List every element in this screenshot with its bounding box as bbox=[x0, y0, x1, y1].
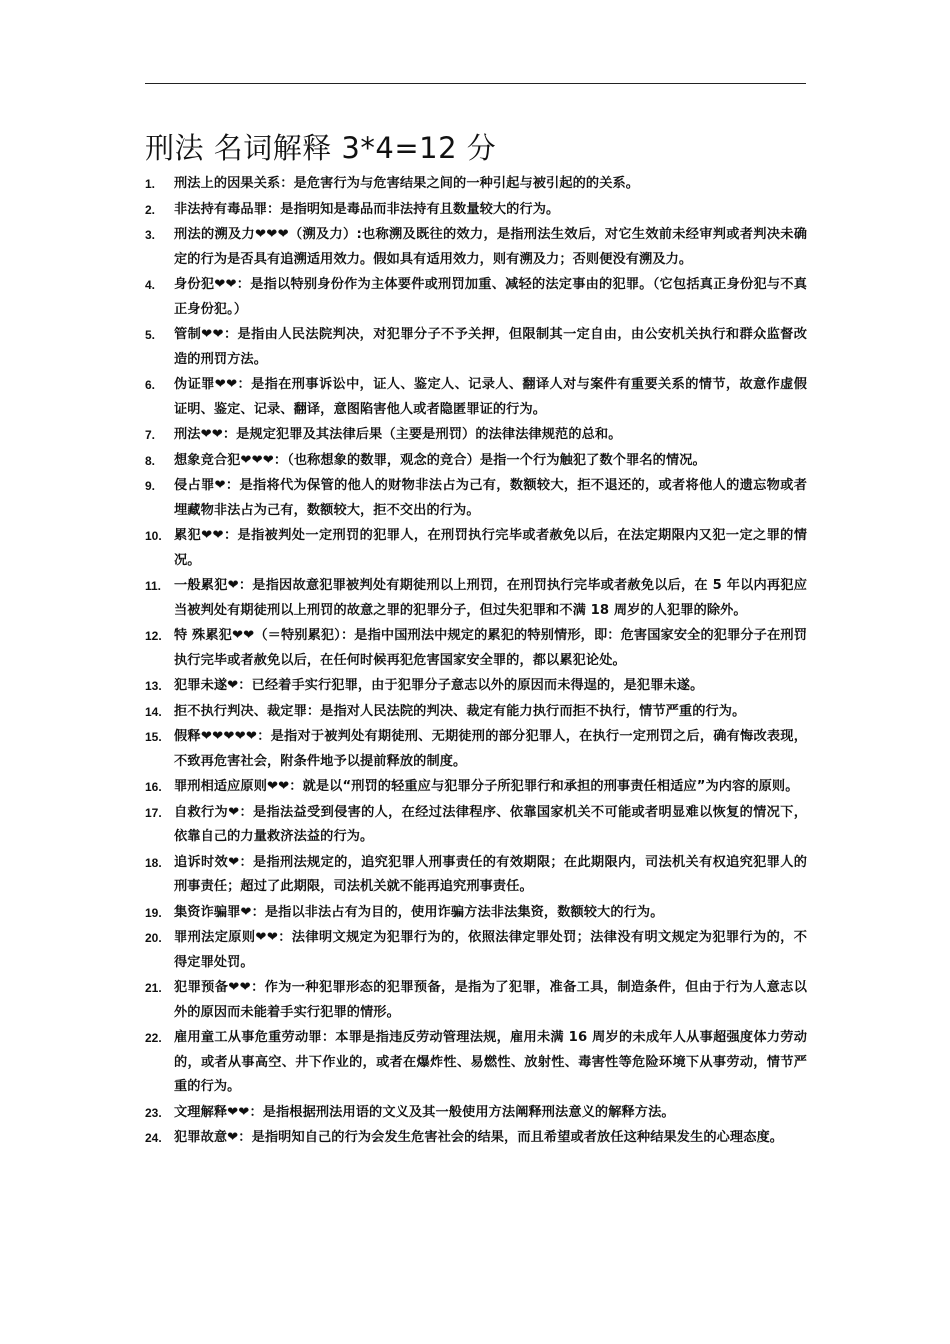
term-number: 12. bbox=[145, 629, 162, 643]
term-number: 20. bbox=[145, 931, 162, 945]
term-number: 19. bbox=[145, 905, 162, 920]
term-number: 23. bbox=[145, 1105, 162, 1120]
term-item bbox=[145, 1126, 807, 1151]
page-title: 刑法 名词解释 3*4=12 分 bbox=[145, 131, 497, 165]
term-definition: 集资诈骗罪❤：是指以非法占有为目的，使用诈骗方法非法集资，数额较大的行为。 bbox=[174, 904, 664, 920]
term-definition: 累犯❤❤：是指被判处一定刑罚的犯罪人，在刑罚执行完毕或者赦免以后，在法定期限内又犯一定之罪的情况。 bbox=[174, 528, 807, 568]
term-number: 13. bbox=[145, 679, 162, 693]
term-definition: 一般累犯❤：是指因故意犯罪被判处有期徒刑以上刑罚，在刑罚执行完毕或者赦免以后，在 5 年以内再犯应当被判处有期徒刑以上刑罚的故意之罪的犯罪分子，但过失犯罪和不满 18 周岁的人犯罪的除外。 bbox=[174, 578, 807, 618]
term-number: 22. bbox=[145, 1031, 162, 1045]
term-item bbox=[145, 223, 807, 272]
term-definition: 罪刑相适应原则❤❤：就是以“刑罚的轻重应与犯罪分子所犯罪行和承担的刑事责任相适应”为内容的原则。 bbox=[174, 779, 799, 794]
term-item bbox=[145, 1101, 807, 1126]
term-item bbox=[145, 851, 807, 900]
term-item bbox=[145, 474, 807, 523]
term-item bbox=[145, 976, 807, 1025]
term-item bbox=[145, 674, 807, 699]
term-item bbox=[145, 1026, 807, 1100]
term-number: 5. bbox=[145, 328, 156, 342]
term-list bbox=[145, 172, 807, 1152]
term-item bbox=[145, 172, 807, 197]
term-number: 8. bbox=[145, 453, 156, 468]
term-item bbox=[145, 801, 807, 850]
term-definition: 犯罪未遂❤：已经着手实行犯罪，由于犯罪分子意志以外的原因而未得逞的，是犯罪未遂。 bbox=[174, 678, 704, 693]
term-number: 18. bbox=[145, 855, 162, 870]
term-definition: 文理解释❤❤：是指根据刑法用语的文义及其一般使用方法阐释刑法意义的解释方法。 bbox=[174, 1104, 675, 1120]
term-definition: 刑法的溯及力❤❤❤（溯及力）:也称溯及既往的效力，是指刑法生效后，对它生效前未经审判或者判决未确定的行为是否具有追溯适用效力。假如具有适用效力，则有溯及力；否则便没有溯及力。 bbox=[174, 227, 807, 267]
term-number: 24. bbox=[145, 1131, 162, 1145]
term-item bbox=[145, 700, 807, 725]
term-definition: 拒不执行判决、裁定罪：是指对人民法院的判决、裁定有能力执行而拒不执行，情节严重的行为。 bbox=[174, 703, 746, 719]
term-number: 1. bbox=[145, 177, 156, 191]
term-number: 21. bbox=[145, 981, 162, 995]
term-item bbox=[145, 926, 807, 975]
term-item bbox=[145, 725, 807, 774]
term-number: 2. bbox=[145, 202, 156, 217]
term-number: 17. bbox=[145, 805, 162, 820]
term-definition: 犯罪故意❤：是指明知自己的行为会发生危害社会的结果，而且希望或者放任这种结果发生的心理态度。 bbox=[174, 1130, 784, 1145]
term-number: 11. bbox=[145, 579, 162, 593]
term-item bbox=[145, 323, 807, 372]
term-item bbox=[145, 775, 807, 800]
term-definition: 犯罪预备❤❤：作为一种犯罪形态的犯罪预备，是指为了犯罪，准备工具，制造条件，但由于行为人意志以外的原因而未能着手实行犯罪的情形。 bbox=[174, 980, 807, 1020]
term-definition: 追诉时效❤：是指刑法规定的，追究犯罪人刑事责任的有效期限；在此期限内，司法机关有权追究犯罪人的刑事责任；超过了此期限，司法机关就不能再追究刑事责任。 bbox=[174, 854, 807, 894]
term-definition: 罪刑法定原则❤❤：法律明文规定为犯罪行为的，依照法律定罪处罚；法律没有明文规定为犯罪行为的，不得定罪处罚。 bbox=[174, 930, 807, 970]
term-definition: 刑法上的因果关系：是危害行为与危害结果之间的一种引起与被引起的的关系。 bbox=[174, 176, 640, 191]
term-item bbox=[145, 624, 807, 673]
term-definition: 管制❤❤：是指由人民法院判决，对犯罪分子不予关押，但限制其一定自由，由公安机关执行和群众监督改造的刑罚方法。 bbox=[174, 327, 807, 367]
term-definition: 想象竞合犯❤❤❤：（也称想象的数罪，观念的竞合）是指一个行为触犯了数个罪名的情况。 bbox=[174, 452, 706, 468]
term-number: 10. bbox=[145, 529, 162, 543]
term-definition: 自救行为❤：是指法益受到侵害的人，在经过法律程序、依靠国家机关不可能或者明显难以恢复的情况下，依靠自己的力量救济法益的行为。 bbox=[174, 804, 807, 844]
term-number: 4. bbox=[145, 278, 156, 292]
term-number: 3. bbox=[145, 228, 156, 242]
term-definition: 刑法❤❤：是规定犯罪及其法律后果（主要是刑罚）的法律法律规范的总和。 bbox=[174, 427, 622, 442]
term-item bbox=[145, 198, 807, 223]
term-number: 6. bbox=[145, 378, 156, 392]
term-number: 14. bbox=[145, 704, 162, 719]
term-item bbox=[145, 373, 807, 422]
term-definition: 非法持有毒品罪：是指明知是毒品而非法持有且数量较大的行为。 bbox=[174, 201, 560, 217]
term-definition: 假释❤❤❤❤❤：是指对于被判处有期徒刑、无期徒刑的部分犯罪人，在执行一定刑罚之后，确有悔改表现，不致再危害社会，附条件地予以提前释放的制度。 bbox=[174, 729, 807, 769]
term-number: 16. bbox=[145, 780, 162, 794]
term-item bbox=[145, 524, 807, 573]
term-item bbox=[145, 449, 807, 474]
term-definition: 特 殊累犯❤❤（＝特别累犯）：是指中国刑法中规定的累犯的特别情形，即：危害国家安全的犯罪分子在刑罚执行完毕或者赦免以后，在任何时候再犯危害国家安全罪的，都以累犯论处。 bbox=[174, 628, 807, 668]
term-definition: 雇用童工从事危重劳动罪：本罪是指违反劳动管理法规，雇用未满 16 周岁的未成年人从事超强度体力劳动的，或者从事高空、井下作业的，或者在爆炸性、易燃性、放射性、毒害性等危险环境下从事劳动，情节严重的行为。 bbox=[174, 1030, 807, 1094]
term-item bbox=[145, 574, 807, 623]
term-definition: 身份犯❤❤：是指以特别身份作为主体要件或刑罚加重、减轻的法定事由的犯罪。（它包括真正身份犯与不真正身份犯。） bbox=[174, 277, 807, 317]
term-item bbox=[145, 423, 807, 448]
term-definition: 伪证罪❤❤：是指在刑事诉讼中，证人、鉴定人、记录人、翻译人对与案件有重要关系的情节，故意作虚假证明、鉴定、记录、翻译，意图陷害他人或者隐匿罪证的行为。 bbox=[174, 377, 807, 417]
term-item bbox=[145, 901, 807, 926]
term-number: 9. bbox=[145, 479, 156, 493]
term-definition: 侵占罪❤：是指将代为保管的他人的财物非法占为己有，数额较大，拒不退还的，或者将他人的遗忘物或者埋藏物非法占为己有，数额较大，拒不交出的行为。 bbox=[174, 478, 807, 518]
term-number: 7. bbox=[145, 428, 156, 442]
term-item bbox=[145, 273, 807, 322]
term-number: 15. bbox=[145, 730, 162, 744]
header-rule bbox=[145, 83, 806, 84]
